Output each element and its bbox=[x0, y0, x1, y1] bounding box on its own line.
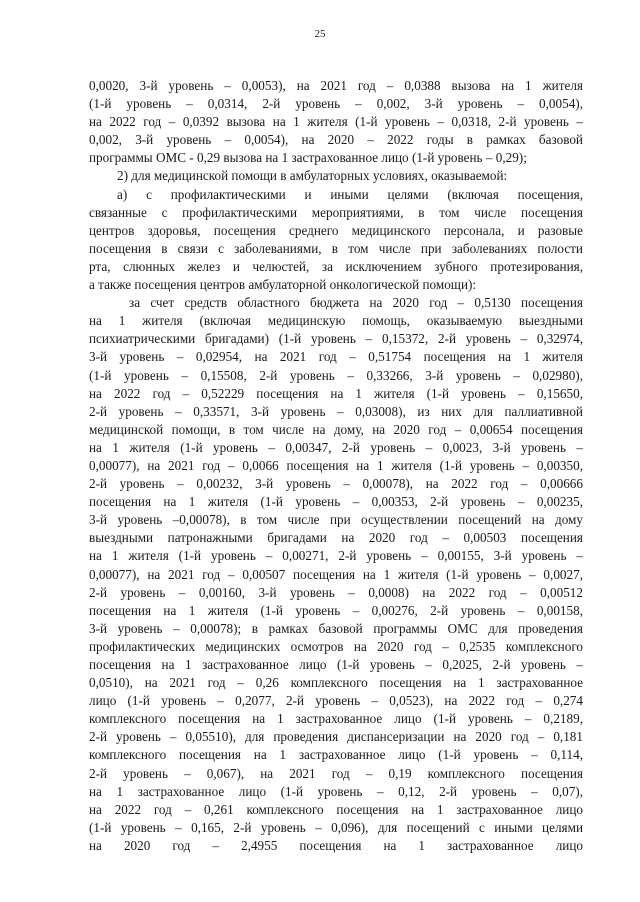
text-line: центров здоровья, посещения среднего медицинского персонала, и разовые bbox=[89, 222, 583, 238]
text-line: (1-й уровень – 0,0314, 2-й уровень – 0,002, 3-й уровень – 0,0054), bbox=[89, 96, 583, 112]
text-line: (1-й уровень – 0,165, 2-й уровень – 0,096), для посещений с иными целями bbox=[89, 819, 583, 835]
text-line: (1-й уровень – 0,15508, 2-й уровень – 0,33266, 3-й уровень – 0,02980), bbox=[89, 367, 583, 383]
text-line: на 2022 год – 0,261 комплексного посещения на 1 застрахованное лицо bbox=[89, 801, 583, 817]
text-line: психиатрическими бригадами) (1-й уровень – 0,15372, 2-й уровень – 0,32974, bbox=[89, 331, 583, 347]
text-line: 3-й уровень – 0,02954, на 2021 год – 0,51754 посещения на 1 жителя bbox=[89, 349, 583, 365]
text-line: 2-й уровень – 0,00160, 3-й уровень – 0,0008) на 2022 год – 0,00512 bbox=[89, 584, 583, 600]
text-line: 0,00077), на 2021 год – 0,0066 посещения на 1 жителя (1-й уровень – 0,00350, bbox=[89, 457, 583, 473]
text-line: 0,00077), на 2021 год – 0,00507 посещения на 1 жителя (1-й уровень – 0,0027, bbox=[89, 566, 583, 582]
text-line: медицинской помощи, в том числе на дому, на 2020 год – 0,00654 посещения bbox=[89, 421, 583, 437]
page-number: 25 bbox=[314, 28, 326, 40]
document-body bbox=[89, 77, 583, 855]
text-line: а) с профилактическими и иными целями (включая посещения, bbox=[117, 186, 583, 202]
text-line: 2-й уровень – 0,05510), для проведения диспансеризации на 2020 год – 0,181 bbox=[89, 729, 583, 745]
text-line: лицо (1-й уровень – 0,2077, 2-й уровень – 0,0523), на 2022 год – 0,274 bbox=[89, 693, 583, 709]
text-line: программы ОМС - 0,29 вызова на 1 застрахованное лицо (1-й уровень – 0,29); bbox=[89, 150, 527, 166]
text-line: 2) для медицинской помощи в амбулаторных условиях, оказываемой: bbox=[117, 168, 508, 184]
text-line: связанные с профилактическими мероприятиями, в том числе посещения bbox=[89, 204, 583, 220]
text-line: 0,002, 3-й уровень – 0,0054), на 2020 – 2022 годы в рамках базовой bbox=[89, 132, 583, 148]
text-line: на 1 застрахованное лицо (1-й уровень – 0,12, 2-й уровень – 0,07), bbox=[89, 783, 583, 799]
text-line: рта, слюнных желез и челюстей, за исключением зубного протезирования, bbox=[89, 258, 583, 274]
text-line: на 2022 год – 0,0392 вызова на 1 жителя (1-й уровень – 0,0318, 2-й уровень – bbox=[89, 114, 583, 130]
text-line: на 1 жителя (1-й уровень – 0,00271, 2-й уровень – 0,00155, 3-й уровень – bbox=[89, 548, 583, 564]
text-line: посещения на 1 жителя (1-й уровень – 0,00276, 2-й уровень – 0,00158, bbox=[89, 602, 583, 618]
text-line: на 1 жителя (1-й уровень – 0,00347, 2-й уровень – 0,0023, 3-й уровень – bbox=[89, 439, 583, 455]
text-line: посещения на 1 жителя (1-й уровень – 0,00353, 2-й уровень – 0,00235, bbox=[89, 494, 583, 510]
text-line: а также посещения центров амбулаторной онкологической помощи): bbox=[89, 277, 477, 293]
text-line: комплексного посещения на 1 застрахованное лицо (1-й уровень – 0,114, bbox=[89, 747, 583, 763]
text-line: 2-й уровень – 0,067), на 2021 год – 0,19 комплексного посещения bbox=[89, 765, 583, 781]
text-line: на 2020 год – 2,4955 посещения на 1 застрахованное лицо bbox=[89, 837, 583, 853]
text-line: посещения в связи с заболеваниями, в том числе при заболеваниях полости bbox=[89, 240, 583, 256]
text-line: на 1 жителя (включая медицинскую помощь, оказываемую выездными bbox=[89, 313, 583, 329]
text-line: выездными патронажными бригадами на 2020 год – 0,00503 посещения bbox=[89, 530, 583, 546]
text-line: за счет средств областного бюджета на 2020 год – 0,5130 посещения bbox=[129, 295, 583, 311]
text-line: профилактических медицинских осмотров на 2020 год – 0,2535 комплексного bbox=[89, 638, 583, 654]
text-line: 0,0510), на 2021 год – 0,26 комплексного посещения на 1 застрахованное bbox=[89, 675, 583, 691]
text-line: комплексного посещения на 1 застрахованное лицо (1-й уровень – 0,2189, bbox=[89, 711, 583, 727]
text-line: 2-й уровень – 0,33571, 3-й уровень – 0,03008), из них для паллиативной bbox=[89, 403, 583, 419]
text-line: на 2022 год – 0,52229 посещения на 1 жителя (1-й уровень – 0,15650, bbox=[89, 385, 583, 401]
text-line: 0,0020, 3-й уровень – 0,0053), на 2021 год – 0,0388 вызова на 1 жителя bbox=[89, 78, 583, 93]
text-line: 2-й уровень – 0,00232, 3-й уровень – 0,00078), на 2022 год – 0,00666 bbox=[89, 476, 583, 492]
text-line: посещения на 1 застрахованное лицо (1-й уровень – 0,2025, 2-й уровень – bbox=[89, 657, 583, 672]
text-line: 3-й уровень – 0,00078); в рамках базовой программы ОМС для проведения bbox=[89, 620, 583, 636]
text-line: 3-й уровень –0,00078), в том числе при осуществлении посещений на дому bbox=[89, 512, 583, 528]
